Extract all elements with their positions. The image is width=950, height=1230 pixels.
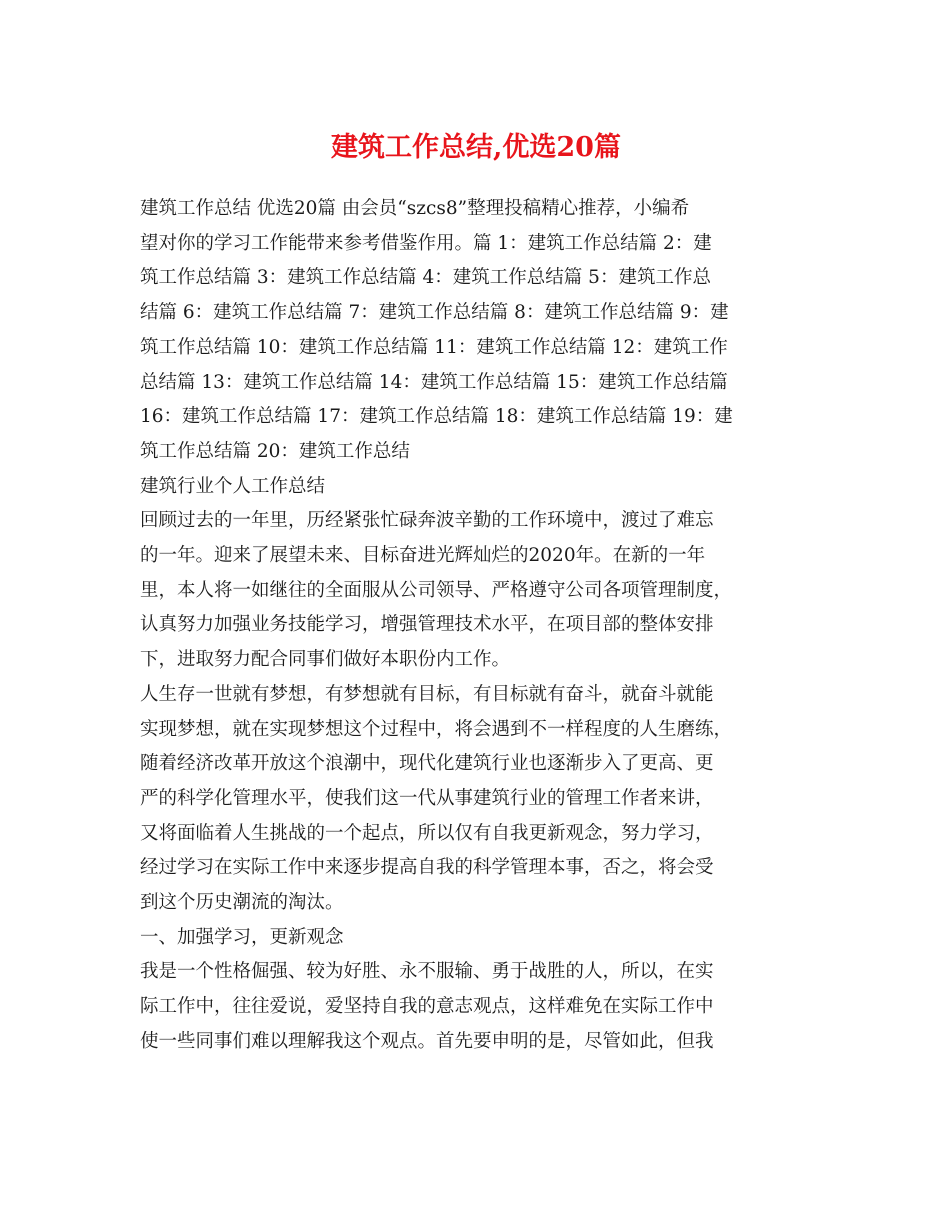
intro-paragraph: [140, 192, 812, 470]
text-line: 建筑行业个人工作总结: [140, 475, 326, 497]
text-line: 经过学习在实际工作中来逐步提高自我的科学管理本事，否之，将会受: [140, 857, 714, 879]
section-heading: [140, 470, 812, 505]
document-title: 建筑工作总结,优选20篇: [331, 132, 621, 163]
text-line: 建筑工作总结 优选20篇 由会员“szcs8”整理投稿精心推荐，小编希: [140, 198, 690, 219]
text-line: 回顾过去的一年里，历经紧张忙碌奔波辛勤的工作环境中，渡过了难忘: [140, 510, 714, 532]
text-line: 筑工作总结篇 3：建筑工作总结篇 4：建筑工作总结篇 5：建筑工作总: [140, 267, 711, 289]
section-heading: [140, 921, 812, 956]
body-paragraph: [140, 955, 812, 1059]
text-line: 望对你的学习工作能带来参考借鉴作用。篇 1：建筑工作总结篇 2：建: [140, 232, 712, 254]
body-paragraph: [140, 504, 812, 678]
text-line: 筑工作总结篇 10：建筑工作总结篇 11：建筑工作总结篇 12：建筑工作: [140, 336, 728, 358]
text-line: 16：建筑工作总结篇 17：建筑工作总结篇 18：建筑工作总结篇 19：建: [140, 406, 733, 428]
text-line: 下，进取努力配合同事们做好本职份内工作。: [140, 649, 511, 671]
text-line: 的一年。迎来了展望未来、目标奋进光辉灿烂的2020年。在新的一年: [140, 545, 706, 567]
text-line: 使一些同事们难以理解我这个观点。首先要申明的是，尽管如此，但我: [140, 1030, 714, 1052]
text-line: 随着经济改革开放这个浪潮中，现代化建筑行业也逐渐步入了更高、更: [140, 753, 714, 775]
document-page: [140, 126, 812, 1060]
text-line: 到这个历史潮流的淘汰。: [140, 892, 344, 914]
text-line: 一、加强学习，更新观念: [140, 926, 344, 948]
text-line: 人生存一世就有梦想，有梦想就有目标，有目标就有奋斗，就奋斗就能: [140, 683, 714, 705]
text-line: 实现梦想，就在实现梦想这个过程中，将会遇到不一样程度的人生磨练，: [140, 718, 733, 740]
text-line: 严的科学化管理水平，使我们这一代从事建筑行业的管理工作者来讲，: [140, 787, 714, 809]
text-line: 我是一个性格倔强、较为好胜、永不服输、勇于战胜的人，所以，在实: [140, 961, 714, 983]
text-line: 筑工作总结篇 20：建筑工作总结: [140, 440, 410, 462]
text-line: 里，本人将一如继往的全面服从公司领导、严格遵守公司各项管理制度，: [140, 579, 733, 601]
body-paragraph: [140, 678, 812, 921]
text-line: 认真努力加强业务技能学习，增强管理技术水平，在项目部的整体安排: [140, 614, 714, 636]
text-line: 总结篇 13：建筑工作总结篇 14：建筑工作总结篇 15：建筑工作总结篇: [140, 371, 728, 393]
text-line: 又将面临着人生挑战的一个起点，所以仅有自我更新观念，努力学习，: [140, 822, 714, 844]
text-line: 结篇 6：建筑工作总结篇 7：建筑工作总结篇 8：建筑工作总结篇 9：建: [140, 302, 729, 324]
text-line: 际工作中，往往爱说，爱坚持自我的意志观点，这样难免在实际工作中: [140, 996, 714, 1018]
